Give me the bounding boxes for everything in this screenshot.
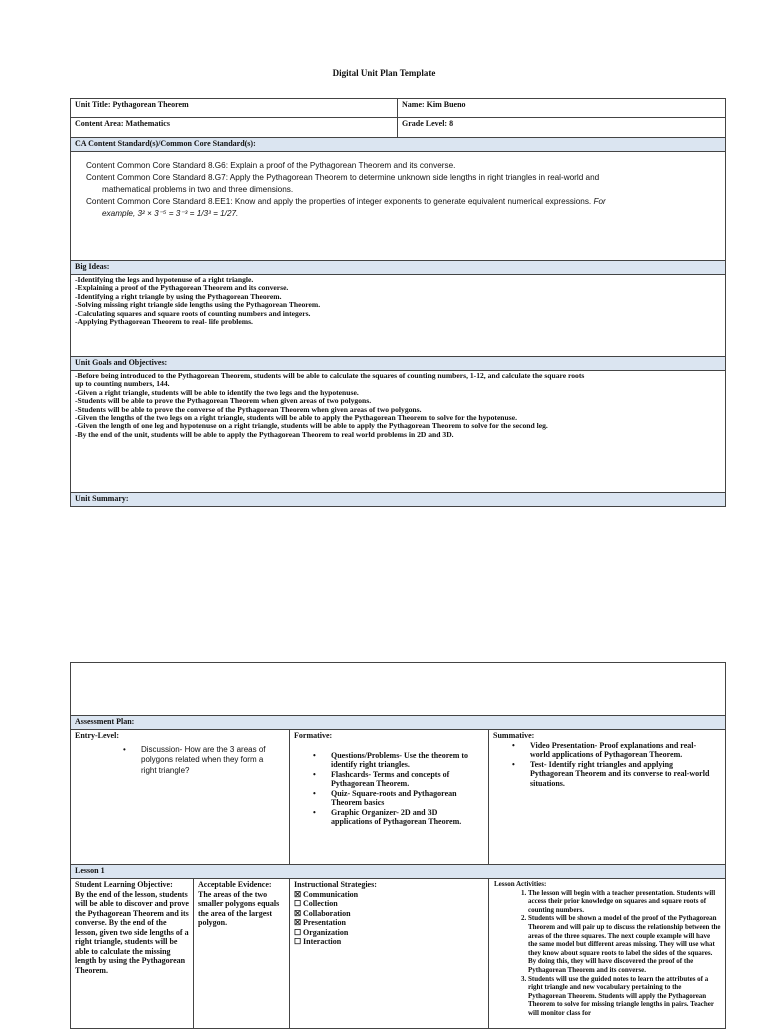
blank-summary-box — [71, 663, 726, 716]
list-item: up to counting numbers, 144. — [75, 379, 170, 389]
teacher-name: Name: Kim Bueno — [398, 99, 726, 118]
summative-label: Summative: — [493, 731, 535, 740]
unit-plan-table — [70, 98, 726, 507]
evidence-cell — [194, 879, 290, 1029]
evidence-text: The areas of the two smaller polygons equals the area of the largest polygon. — [198, 889, 280, 927]
strategy-collection: ☐ Collection — [294, 899, 338, 908]
list-item: -Calculating squares and square roots of counting numbers and integers. — [75, 308, 311, 318]
grade-level: Grade Level: 8 — [398, 118, 726, 138]
list-item: -Given a right triangle, students will be able to identify the two legs and the hypotenuse. — [75, 387, 359, 397]
list-item: -Explaining a proof of the Pythagorean Theorem and its converse. — [75, 283, 289, 293]
slo-text: By the end of the lesson, students will be able to discover and prove the Pythagorean Theorem and its converse. By the end of the lesson, given two side lengths of a right triangle, students will be able to calculate the missing length by using the Pythagorean Theorem. — [75, 889, 189, 975]
list-item: -Identifying the legs and hypotenuse of a right triangle. — [75, 275, 254, 284]
unit-title: Unit Title: Pythagorean Theorem — [71, 99, 398, 118]
activities-cell — [489, 879, 726, 1029]
goals-list — [71, 371, 726, 493]
standard-item: Content Common Core Standard 8.EE1: Know and apply the properties of integer exponents to generate equivalent numerical expressions. — [86, 197, 592, 206]
slo-cell — [71, 879, 194, 1029]
list-item: -Students will be able to prove the Pythagorean Theorem when given areas of two polygons. — [75, 396, 372, 406]
checkbox-checked-icon[interactable]: ☒ — [294, 918, 302, 927]
checkbox-unchecked-icon[interactable]: ☐ — [294, 937, 302, 946]
formative-item: • Quiz- Square-roots and Pythagorean Theorem basics — [331, 789, 480, 808]
activities-label: Lesson Activities: — [494, 880, 547, 888]
standard-item: mathematical problems in two and three dimensions. — [102, 185, 294, 194]
formative-item: • Questions/Problems- Use the theorem to identify right triangles. — [331, 751, 480, 770]
activity-item: 3. Students will use the guided notes to learn the attributes of a right triangle and new vocabulary pertaining to the Pythagorean Theorem. Students will apply the Pythagorean Theorem to solve for missing triangle lengths in pairs. Teacher will monitor class for — [528, 975, 721, 1018]
standard-item: For — [593, 197, 606, 206]
formative-item: • Graphic Organizer- 2D and 3D applications of Pythagorean Theorem. — [331, 808, 480, 827]
content-area: Content Area: Mathematics — [71, 118, 398, 138]
list-item: -Applying Pythagorean Theorem to real- life problems. — [75, 317, 253, 327]
summative-item: • Test- Identify right triangles and applying Pythagorean Theorem and its converse to real-world situations. — [530, 760, 715, 789]
list-item: -By the end of the unit, students will be able to apply the Pythagorean Theorem to real world problems in 2D and 3D. — [75, 429, 454, 439]
big-ideas-header: Big Ideas: — [71, 261, 726, 275]
list-item: -Given the lengths of the two legs on a right triangle, students will be able to apply the Pythagorean Theorem to solve for the hypotenuse. — [75, 413, 517, 423]
list-item: -Before being introduced to the Pythagorean Theorem, students will be able to calculate the squares of counting numbers, 1-12, and calculate the square roots — [75, 371, 585, 380]
strategy-collection: ☒ Communication — [294, 889, 359, 899]
checkbox-checked-icon[interactable]: ☒ — [294, 908, 302, 918]
standard-item: Content Common Core Standard 8.G7: Apply the Pythagorean Theorem to determine unknown side lengths in right triangles in real-world and — [86, 173, 600, 182]
activity-item: 2. Students will be shown a model of the proof of the Pythagorean Theorem and will pair up to discuss the relationship between the areas of the three squares. The next couple example will have the same model but different areas missing. They will use what they know about square roots to label the sides of the squares. By doing this, they will have discovered the proof of the Pythagorean Theorem and its converse. — [528, 914, 721, 974]
lesson-header: Lesson 1 — [71, 865, 726, 879]
formative-cell — [290, 730, 489, 865]
strategy-interaction: ☐ Interaction — [294, 937, 342, 946]
summative-item: • Video Presentation- Proof explanations and real-world applications of Pythagorean Theorem. — [530, 741, 715, 760]
document-title: Digital Unit Plan Template — [332, 68, 436, 78]
activity-item: 1. The lesson will begin with a teacher presentation. Students will access their prior knowledge on squares and square roots of counting numbers. — [528, 889, 721, 915]
standard-example: example, 3² × 3⁻⁵ = 3⁻³ = 1/3³ = 1/27. — [102, 209, 239, 218]
evidence-label: Acceptable Evidence: — [198, 880, 272, 889]
list-item: -Students will be able to prove the converse of the Pythagorean Theorem when given areas of two polygons. — [75, 404, 422, 414]
checkbox-checked-icon[interactable]: ☒ — [294, 889, 302, 899]
entry-level-cell — [71, 730, 290, 865]
summative-cell — [489, 730, 726, 865]
standards-header: CA Content Standard(s)/Common Core Standard(s): — [71, 138, 726, 152]
list-item: -Identifying a right triangle by using the Pythagorean Theorem. — [75, 291, 282, 301]
list-item: -Solving missing right triangle side lengths using the Pythagorean Theorem. — [75, 300, 321, 310]
strategy-organization: ☐ Organization — [294, 927, 349, 937]
checkbox-unchecked-icon[interactable]: ☐ — [294, 927, 302, 937]
list-item: -Given the length of one leg and hypotenuse on a right triangle, students will be able to apply the Pythagorean Theorem to solve for the second leg. — [75, 421, 548, 431]
strategy-presentation: ☒ Presentation — [294, 918, 346, 927]
formative-item: • Flashcards- Terms and concepts of Pythagorean Theorem. — [331, 770, 480, 789]
strategy-collaboration: ☒ Collaboration — [294, 908, 351, 918]
big-ideas-list — [71, 275, 726, 357]
strategies-label: Instructional Strategies: — [294, 880, 377, 889]
strategies-cell — [290, 879, 489, 1029]
standards-list — [71, 152, 726, 261]
standard-item: Content Common Core Standard 8.G6: Explain a proof of the Pythagorean Theorem and its converse. — [86, 161, 456, 170]
formative-label: Formative: — [294, 731, 333, 740]
entry-level-label: Entry-Level: — [75, 731, 119, 740]
assessment-header: Assessment Plan: — [71, 716, 726, 730]
entry-item: • Discussion- How are the 3 areas of polygons related when they form a right triangle? — [141, 745, 279, 777]
summary-header: Unit Summary: — [71, 493, 726, 507]
goals-header: Unit Goals and Objectives: — [71, 357, 726, 371]
assessment-table — [70, 662, 726, 1029]
checkbox-unchecked-icon[interactable]: ☐ — [294, 899, 302, 908]
slo-label: Student Learning Objective: — [75, 880, 173, 889]
